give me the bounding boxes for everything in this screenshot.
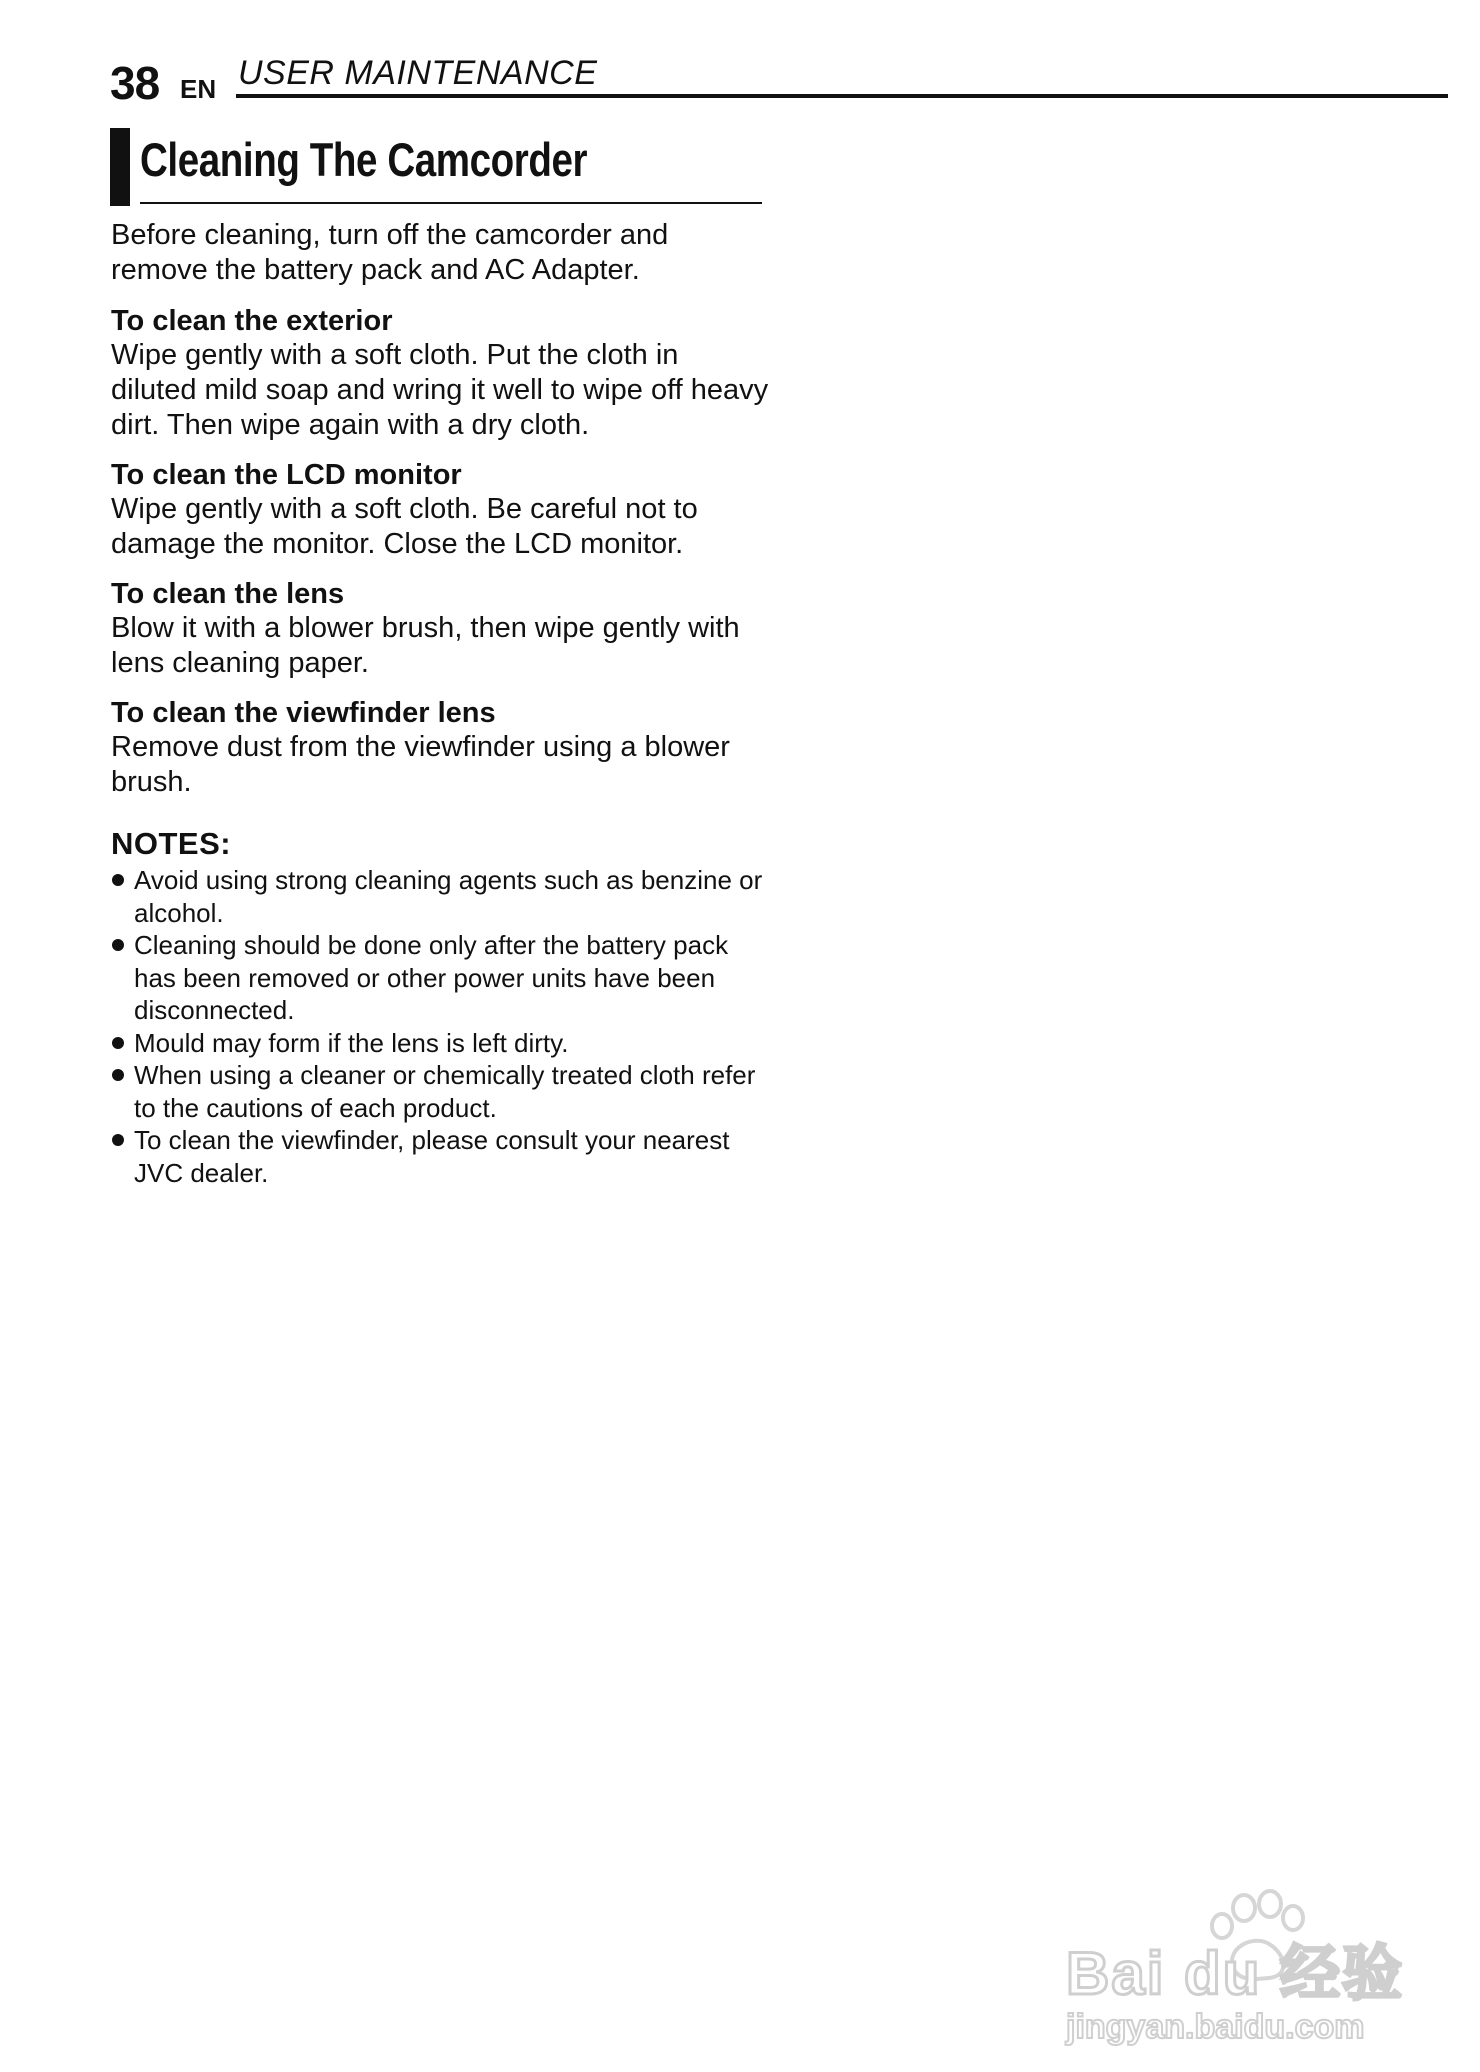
note-item (111, 1059, 771, 1124)
section-heading: To clean the viewfinder lens (111, 697, 496, 729)
watermark-brand: Bai du 经验 (1066, 1940, 1405, 2007)
section-body: Wipe gently with a soft cloth. Put the cloth in diluted mild soap and wring it well to wipe off heavy dirt. Then wipe again with a dry cloth. (111, 339, 769, 441)
bullet-icon (112, 1069, 124, 1081)
bullet-icon (112, 1037, 124, 1049)
section-body: Blow it with a blower brush, then wipe gently with lens cleaning paper. (111, 612, 740, 679)
page-number: 38 (110, 57, 160, 109)
bullet-icon (112, 1134, 124, 1146)
baidu-watermark (1064, 1878, 1424, 2048)
note-text: To clean the viewfinder, please consult your nearest JVC dealer. (134, 1125, 730, 1188)
note-item (111, 1027, 771, 1060)
page-header (110, 52, 1448, 109)
notes-list (111, 864, 771, 1189)
section-body: Remove dust from the viewfinder using a blower brush. (111, 731, 730, 798)
page-content (111, 218, 771, 1189)
language-code: EN (180, 74, 217, 104)
bullet-icon (112, 939, 124, 951)
note-text: Mould may form if the lens is left dirty. (134, 1027, 569, 1058)
note-text: When using a cleaner or chemically treated cloth refer to the cautions of each product. (134, 1060, 756, 1123)
header-rule (236, 94, 1448, 98)
bullet-icon (112, 874, 124, 886)
notes-heading: NOTES: (111, 826, 232, 861)
section-heading: To clean the exterior (111, 305, 393, 337)
intro-paragraph: Before cleaning, turn off the camcorder and remove the battery pack and AC Adapter. (111, 219, 669, 286)
page-title: Cleaning The Camcorder (140, 133, 588, 186)
section-heading: To clean the LCD monitor (111, 459, 462, 491)
section-body: Wipe gently with a soft cloth. Be careful not to damage the monitor. Close the LCD monitor. (111, 493, 698, 560)
note-text: Avoid using strong cleaning agents such as benzine or alcohol. (134, 865, 763, 928)
note-item (111, 864, 771, 929)
note-item (111, 1124, 771, 1189)
title-marker (110, 128, 130, 206)
section-heading: To clean the lens (111, 578, 345, 610)
watermark-url: jingyan.baidu.com (1066, 2008, 1365, 2046)
note-item (111, 929, 771, 1027)
note-text: Cleaning should be done only after the battery pack has been removed or other power units have been disconnected. (134, 930, 729, 1025)
section-label: USER MAINTENANCE (238, 54, 598, 92)
title-rule (140, 202, 762, 204)
title-block (110, 124, 762, 206)
